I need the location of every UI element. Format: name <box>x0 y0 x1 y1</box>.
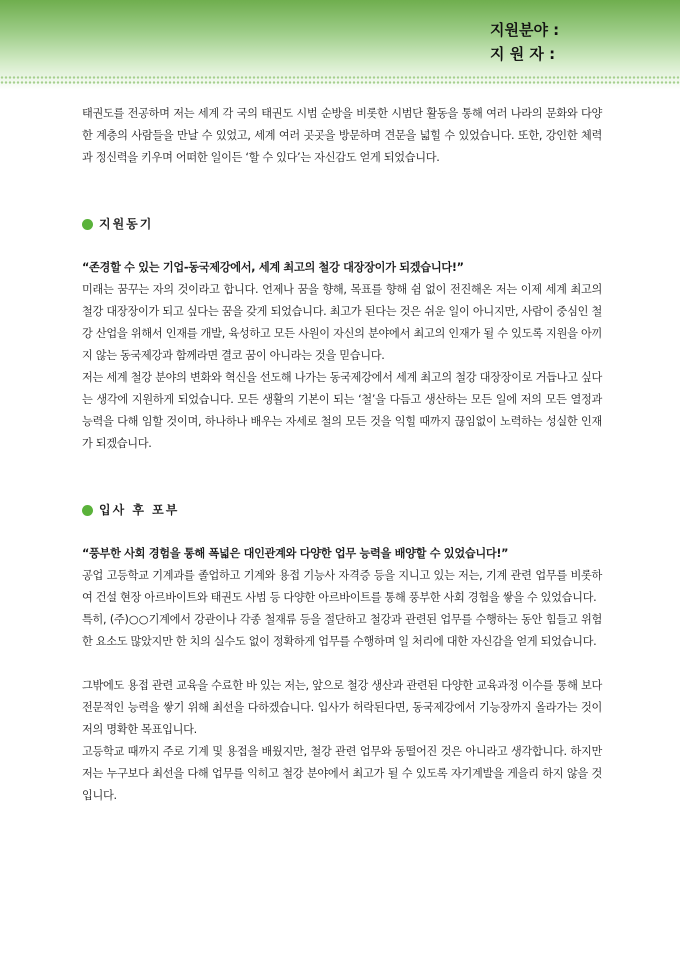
section-heading-motivation <box>82 213 602 235</box>
aspiration-paragraph: 그밖에도 용접 관련 교육을 수료한 바 있는 저는, 앞으로 철강 생산과 관련된 다양한 교육과정 이수를 통해 보다 전문적인 능력을 쌓기 위해 최선을 다하겠습니다. 입사가 허락된다면, 동국제강에서 기능장까지 올라가는 것이 저의 명확한 목표입니다. <box>82 679 602 736</box>
intro-paragraph: 태권도를 전공하며 저는 세계 각 국의 태권도 시범 순방을 비롯한 시범단 활동을 통해 여러 나라의 문화와 다양한 계층의 사람들을 만날 수 있었고, 세계 여러 곳곳을 방문하며 견문을 넓힐 수 있었습니다. 또한, 강인한 체력과 정신력을 키우며 어떠한 일이든 ‘할 수 있다’는 자신감도 얻게 되었습니다. <box>82 107 602 164</box>
motivation-paragraph: 미래는 꿈꾸는 자의 것이라고 합니다. 언제나 꿈을 향해, 목표를 향해 쉼 없이 전진해온 저는 이제 세계 최고의 철강 대장장이가 되고 싶다는 꿈을 갖게 되었습니다. 최고가 된다는 것은 쉬운 일이 아니지만, 사람이 중심인 철강 산업을 위해서 인재를 개발, 육성하고 모든 사원이 자신의 분야에서 최고의 인재가 될 수 있도록 지원을 아끼지 않는 동국제강과 함께라면 결코 꿈이 아니라는 것을 믿습니다. <box>82 283 602 362</box>
aspiration-paragraph: 고등학교 때까지 주로 기계 및 용접을 배웠지만, 철강 관련 업무와 동떨어진 것은 아니라고 생각합니다. 하지만 저는 누구보다 최선을 다해 업무를 익히고 철강 분야에서 최고가 될 수 있도록 자기계발을 게을리 하지 않을 것입니다. <box>82 745 602 802</box>
green-bullet-icon <box>82 219 93 230</box>
aspiration-quote: “풍부한 사회 경험을 통해 폭넓은 대인관계와 다양한 업무 능력을 배양할 수 있었습니다!” <box>82 547 509 560</box>
header-dot-divider <box>0 76 680 79</box>
green-bullet-icon <box>82 505 93 516</box>
document-body <box>82 103 602 807</box>
applicant-info <box>490 18 670 66</box>
motivation-paragraph: 저는 세계 철강 분야의 변화와 혁신을 선도해 나가는 동국제강에서 세계 최고의 철강 대장장이로 거듭나고 싶다는 생각에 지원하게 되었습니다. 모든 생활의 기본이 되는 ‘철’을 다듬고 생산하는 모든 일에 저의 모든 열정과 능력을 다해 임할 것이며, 하나하나 배우는 자세로 철의 모든 것을 익힐 때까지 끊임없이 노력하는 성실한 인재가 되겠습니다. <box>82 371 602 450</box>
field-label: 지원분야 : <box>490 21 560 39</box>
header-dot-divider-2 <box>0 81 680 84</box>
applicant-label: 지 원 자 : <box>490 45 556 63</box>
section-title: 입사 후 포부 <box>99 503 180 517</box>
aspiration-paragraph: 공업 고등학교 기계과를 졸업하고 기계와 용접 기능사 자격증 등을 지니고 있는 저는, 기계 관련 업무를 비롯하여 건설 현장 아르바이트와 태권도 사범 등 다양한 아르바이트를 통해 풍부한 사회 경험을 쌓을 수 있었습니다. <box>82 569 602 604</box>
section-heading-aspiration <box>82 499 602 521</box>
aspiration-paragraph: 특히, (주)○○기계에서 강관이나 각종 철재류 등을 절단하고 철강과 관련된 업무를 수행하는 동안 힘들고 위험한 요소도 많았지만 한 치의 실수도 없이 정확하게 업무를 수행하며 일 처리에 대한 자신감을 얻게 되었습니다. <box>82 613 602 648</box>
section-title: 지원동기 <box>99 217 154 231</box>
motivation-quote: “존경할 수 있는 기업-동국제강에서, 세계 최고의 철강 대장장이가 되겠습니다!” <box>82 261 464 274</box>
